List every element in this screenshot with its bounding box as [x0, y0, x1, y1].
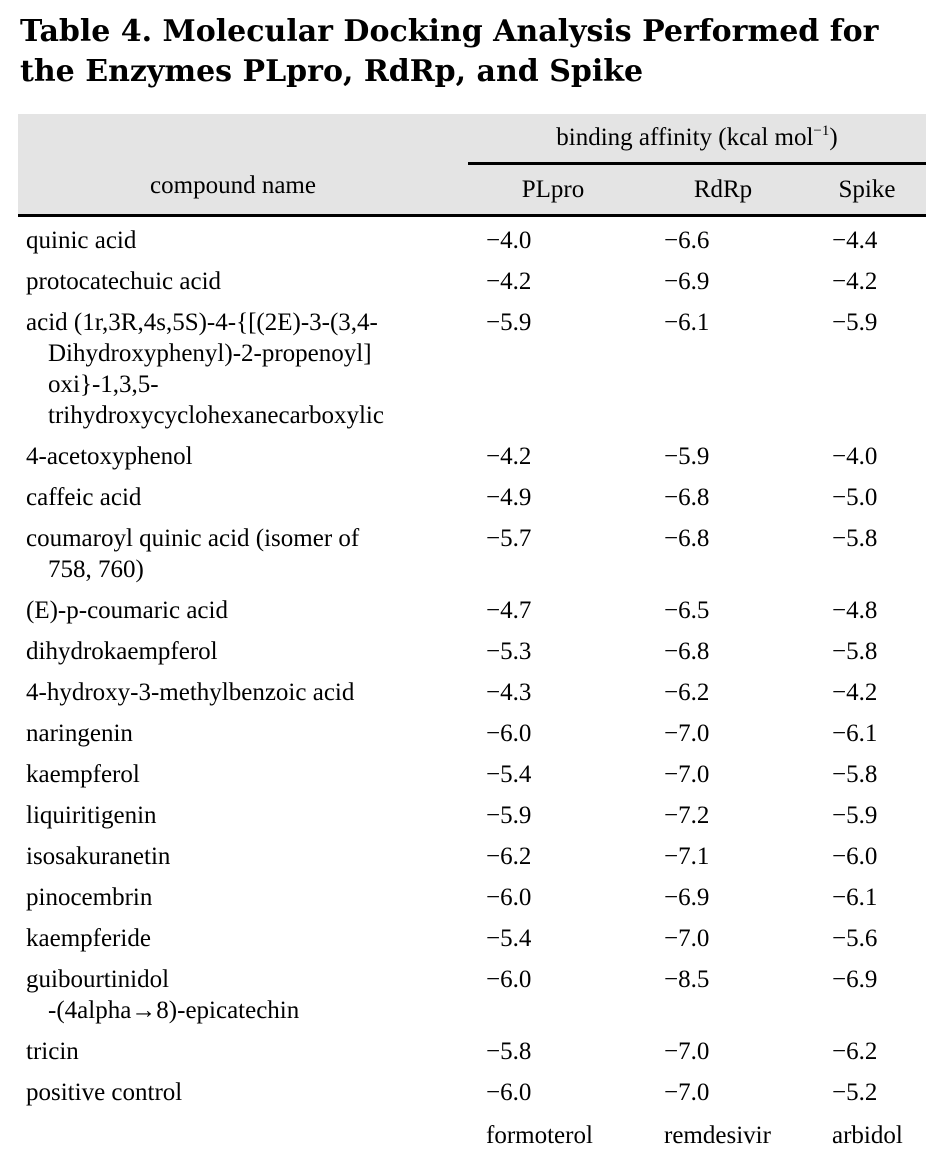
spike-value-cell: −5.9 — [832, 802, 878, 829]
plpro-value-cell: −4.3 — [486, 679, 532, 706]
compound-name-cell — [18, 754, 468, 795]
compound-name-cell — [18, 631, 468, 672]
control-spike: arbidol — [832, 1122, 903, 1149]
table-row — [18, 220, 926, 261]
rdrp-value-cell: −7.0 — [664, 761, 710, 788]
table-row — [18, 1031, 926, 1072]
column-header-rdrp: RdRp — [693, 176, 753, 203]
table-row — [18, 959, 926, 1031]
compound-name-line: caffeic acid — [26, 484, 142, 511]
rdrp-value-cell: −6.6 — [664, 227, 710, 254]
rdrp-value-cell: −6.8 — [664, 484, 710, 511]
compound-name-cell — [18, 1072, 468, 1113]
compound-name-line: 4-hydroxy-3-methylbenzoic acid — [26, 679, 355, 706]
table-row — [18, 261, 926, 302]
compound-name-line: tricin — [26, 1038, 79, 1065]
control-rdrp: remdesivir — [664, 1122, 771, 1149]
rdrp-value-cell: −6.9 — [664, 884, 710, 911]
rdrp-value-cell: −7.0 — [664, 1079, 710, 1106]
spike-value-cell: −4.2 — [832, 679, 878, 706]
plpro-value-cell: −4.2 — [486, 443, 532, 470]
compound-name-cell — [18, 918, 468, 959]
plpro-value-cell: −5.9 — [486, 802, 532, 829]
table-row — [18, 918, 926, 959]
plpro-value-cell: −5.7 — [486, 525, 532, 552]
spike-value-cell: −4.0 — [832, 443, 878, 470]
compound-name-line: -(4alpha→8)-epicatechin — [48, 997, 300, 1024]
table-row — [18, 1072, 926, 1113]
column-header-plpro: PLpro — [521, 176, 585, 203]
compound-name-line: liquiritigenin — [26, 802, 157, 829]
compound-name-header: compound name — [150, 172, 316, 199]
compound-name-line: 758, 760) — [48, 556, 144, 583]
plpro-value-cell: −6.0 — [486, 720, 532, 747]
compound-name-line: Dihydroxyphenyl)-2-propenoyl] — [48, 340, 372, 367]
spike-value-cell: −6.1 — [832, 884, 878, 911]
spike-value-cell: −5.8 — [832, 761, 878, 788]
binding-affinity-unit-exponent: −1 — [813, 123, 830, 139]
control-plpro: formoterol — [486, 1122, 593, 1149]
table-row — [18, 590, 926, 631]
docking-table — [18, 114, 926, 1151]
compound-name-line: isosakuranetin — [26, 843, 171, 870]
header-bottom-rule — [18, 214, 926, 217]
compound-name-cell — [18, 795, 468, 836]
spike-value-cell: −6.9 — [832, 966, 878, 993]
binding-affinity-close: ) — [829, 124, 838, 151]
rdrp-value-cell: −6.5 — [664, 597, 710, 624]
plpro-value-cell: −4.0 — [486, 227, 532, 254]
compound-name-cell — [18, 672, 468, 713]
rdrp-value-cell: −6.1 — [664, 309, 710, 336]
compound-name-line: (E)-p-coumaric acid — [26, 597, 228, 624]
rdrp-value-cell: −7.0 — [664, 925, 710, 952]
compound-name-cell — [18, 836, 468, 877]
plpro-value-cell: −5.3 — [486, 638, 532, 665]
compound-name-line: trihydroxycyclohexanecarboxylic — [48, 402, 384, 429]
compound-name-cell — [18, 436, 468, 477]
compound-name-line: positive control — [26, 1079, 183, 1106]
binding-affinity-label: binding affinity (kcal mol — [556, 124, 814, 151]
spike-value-cell: −5.8 — [832, 638, 878, 665]
table-row — [18, 713, 926, 754]
plpro-value-cell: −6.0 — [486, 884, 532, 911]
controls-row — [18, 1115, 926, 1151]
plpro-value-cell: −6.0 — [486, 1079, 532, 1106]
plpro-value-cell: −5.8 — [486, 1038, 532, 1065]
table-body — [18, 220, 926, 1113]
plpro-value-cell: −5.9 — [486, 309, 532, 336]
compound-name-line: oxi}-1,3,5- — [48, 371, 159, 398]
controls-spacer — [18, 1115, 468, 1151]
rdrp-value-cell: −7.0 — [664, 1038, 710, 1065]
plpro-value-cell: −4.2 — [486, 268, 532, 295]
spike-value-cell: −4.8 — [832, 597, 878, 624]
spike-value-cell: −5.2 — [832, 1079, 878, 1106]
spike-value-cell: −4.4 — [832, 227, 878, 254]
compound-name-cell — [18, 959, 468, 1031]
plpro-value-cell: −4.9 — [486, 484, 532, 511]
rdrp-value-cell: −6.2 — [664, 679, 710, 706]
table-row — [18, 795, 926, 836]
column-header-spike: Spike — [838, 176, 896, 203]
compound-name-line: naringenin — [26, 720, 133, 747]
table-row — [18, 302, 926, 436]
rdrp-value-cell: −6.8 — [664, 525, 710, 552]
compound-name-line: 4-acetoxyphenol — [26, 443, 193, 470]
rdrp-value-cell: −5.9 — [664, 443, 710, 470]
table-row — [18, 518, 926, 590]
table-row — [18, 836, 926, 877]
spike-value-cell: −6.2 — [832, 1038, 878, 1065]
rdrp-value-cell: −6.8 — [664, 638, 710, 665]
compound-name-cell — [18, 220, 468, 261]
compound-name-line: acid (1r,3R,4s,5S)-4-{[(2E)-3-(3,4- — [26, 309, 378, 336]
compound-name-cell — [18, 261, 468, 302]
compound-name-cell — [18, 713, 468, 754]
compound-name-line: pinocembrin — [26, 884, 153, 911]
table-row — [18, 436, 926, 477]
table-row — [18, 877, 926, 918]
compound-name-cell — [18, 477, 468, 518]
binding-affinity-header — [468, 114, 926, 162]
compound-name-line: quinic acid — [26, 227, 137, 254]
rdrp-value-cell: −7.2 — [664, 802, 710, 829]
compound-name-line: kaempferide — [26, 925, 151, 952]
table-row — [18, 631, 926, 672]
plpro-value-cell: −6.0 — [486, 966, 532, 993]
compound-name-cell — [18, 877, 468, 918]
rdrp-value-cell: −8.5 — [664, 966, 710, 993]
table-page — [18, 12, 926, 1151]
compound-name-line: kaempferol — [26, 761, 140, 788]
table-row — [18, 477, 926, 518]
compound-name-cell — [18, 518, 468, 590]
compound-name-line: protocatechuic acid — [26, 268, 222, 295]
rdrp-value-cell: −6.9 — [664, 268, 710, 295]
compound-name-line: coumaroyl quinic acid (isomer of — [26, 525, 360, 552]
compound-name-line: dihydrokaempferol — [26, 638, 218, 665]
spike-value-cell: −5.8 — [832, 525, 878, 552]
rdrp-value-cell: −7.0 — [664, 720, 710, 747]
spike-value-cell: −5.9 — [832, 309, 878, 336]
spike-value-cell: −6.1 — [832, 720, 878, 747]
compound-name-cell — [18, 590, 468, 631]
spike-value-cell: −5.6 — [832, 925, 878, 952]
plpro-value-cell: −6.2 — [486, 843, 532, 870]
plpro-value-cell: −5.4 — [486, 925, 532, 952]
compound-name-cell — [18, 1031, 468, 1072]
compound-name-cell — [18, 302, 468, 436]
table-header — [18, 114, 926, 214]
plpro-value-cell: −5.4 — [486, 761, 532, 788]
spike-value-cell: −5.0 — [832, 484, 878, 511]
rdrp-value-cell: −7.1 — [664, 843, 710, 870]
table-row — [18, 754, 926, 795]
spike-value-cell: −4.2 — [832, 268, 878, 295]
group-header-rule — [468, 162, 926, 165]
table-row — [18, 672, 926, 713]
spike-value-cell: −6.0 — [832, 843, 878, 870]
compound-name-line: guibourtinidol — [26, 966, 170, 993]
plpro-value-cell: −4.7 — [486, 597, 532, 624]
table-caption: Table 4. Molecular Docking Analysis Performed for the Enzymes PLpro, RdRp, and Spike — [20, 14, 879, 89]
